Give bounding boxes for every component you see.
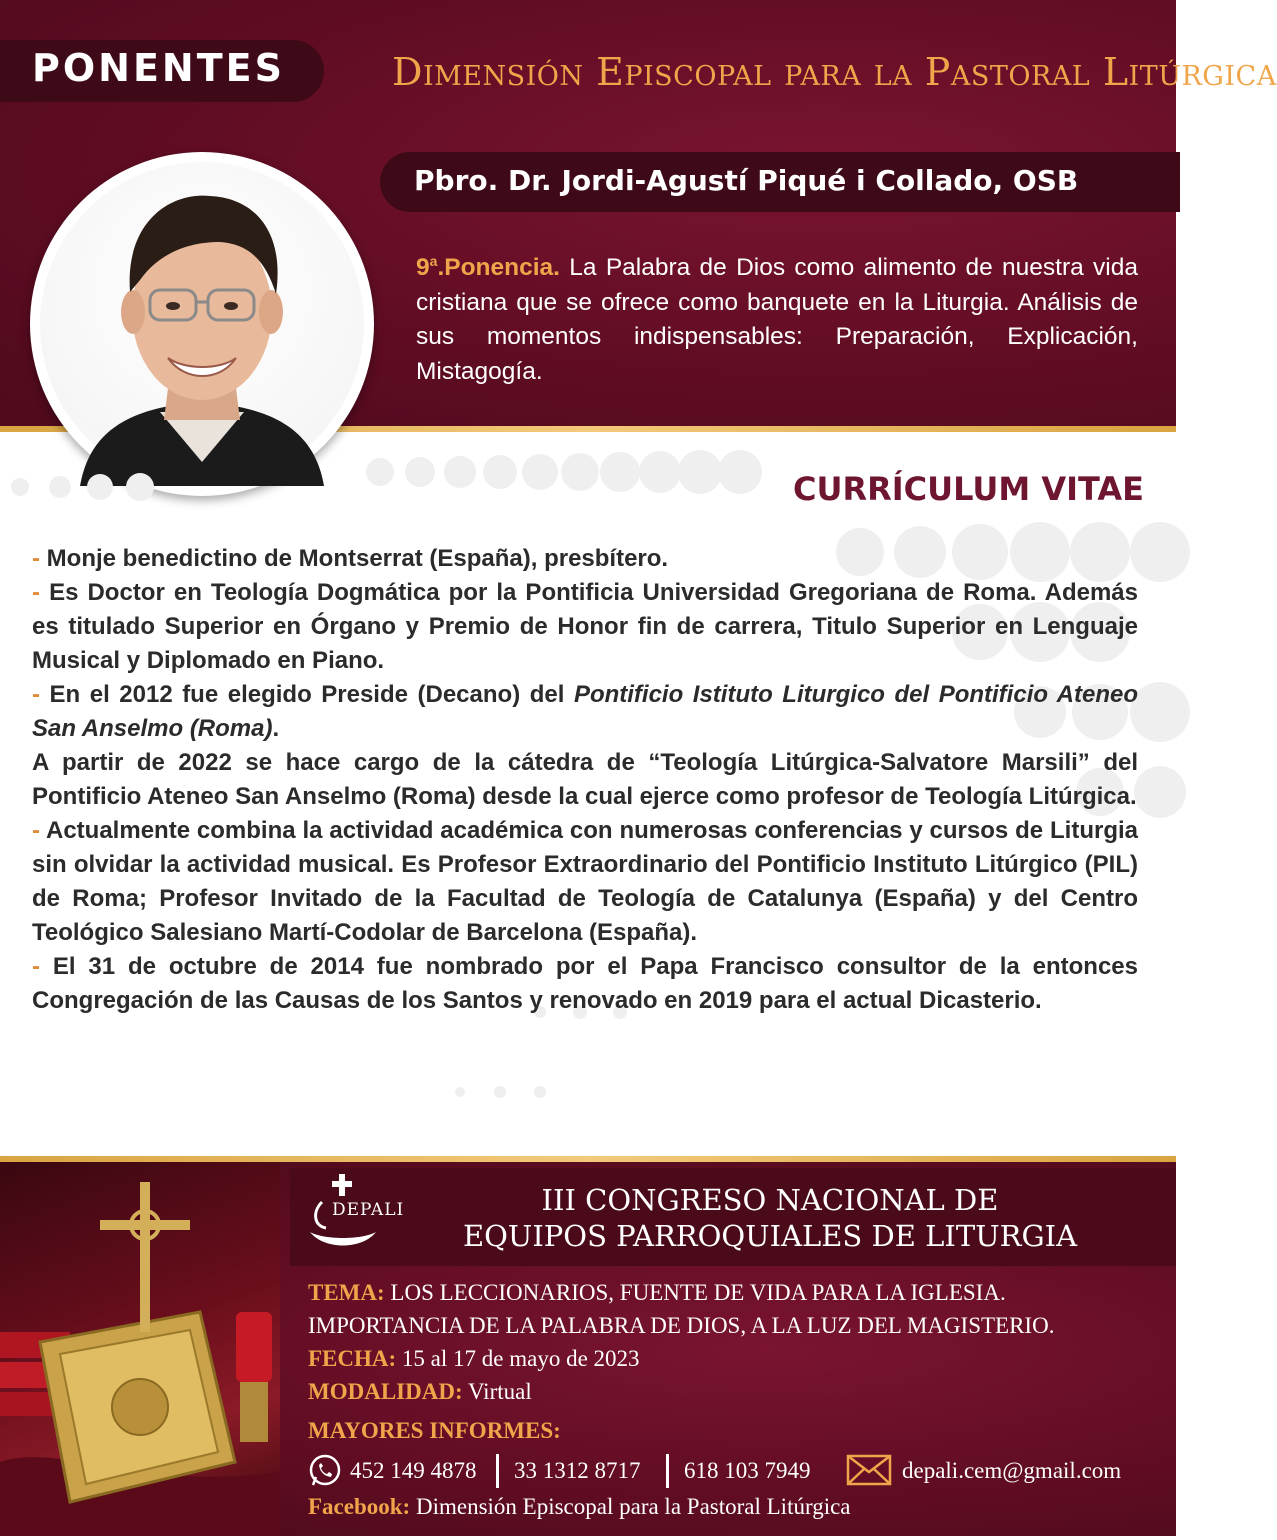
email-link[interactable]: depali.cem@gmail.com — [902, 1458, 1122, 1483]
tema-line-1: TEMA: LOS LECCIONARIOS, FUENTE DE VIDA PARA LA IGLESIA. — [308, 1280, 1006, 1305]
talk-title: La Palabra de Dios como alimento de nuestra vida cristiana que se ofrece como banquete en la Liturgia. Análisis de sus momentos indispensables: Preparación, Explicación, Mistagogía. — [416, 254, 1138, 385]
cv-item: - Actualmente combina la actividad académica con numerosas conferencias y cursos de Liturgia sin olvidar la actividad musical. Es Profesor Extraordinario del Pontificio Instituto Litúrgico (PIL) de Roma; Profesor Invitado de la Facultad de Teología de Catalunya (España) y del Centro Teológico Salesiano Martí-Codolar de Barcelona (España). — [32, 817, 1139, 946]
separator — [496, 1454, 499, 1488]
phone-3[interactable]: 618 103 7949 — [684, 1458, 811, 1483]
tema-line-2: IMPORTANCIA DE LA PALABRA DE DIOS, A LA LUZ DEL MAGISTERIO. — [308, 1313, 1055, 1338]
contact-row — [308, 1452, 1168, 1492]
phone-2[interactable]: 33 1312 8717 — [514, 1458, 641, 1483]
cv-item: - En el 2012 fue elegido Preside (Decano) del Pontificio Istituto Liturgico del Pontificio Ateneo San Anselmo (Roma). — [32, 681, 1138, 742]
speaker-name: Pbro. Dr. Jordi-Agustí Piqué i Collado, OSB — [414, 164, 1079, 197]
cv-item: - Es Doctor en Teología Dogmática por la Pontificia Universidad Gregoriana de Roma. Además es titulado Superior en Órgano y Premio de Honor fin de carrera, Titulo Superior en Lenguaje Musical y Diplomado en Piano. — [32, 579, 1138, 674]
cv-content — [32, 542, 1138, 1018]
facebook-link[interactable]: Dimensión Episcopal para la Pastoral Litúrgica — [415, 1494, 851, 1519]
cv-item: A partir de 2022 se hace cargo de la cátedra de “Teología Litúrgica-Salvatore Marsili” del Pontificio Ateneo San Anselmo (Roma) desde la cual ejerce como profesor de Teología Litúrgica. — [32, 749, 1138, 810]
depali-logo-text: DEPALI — [332, 1200, 405, 1220]
section-label: PONENTES — [32, 46, 285, 90]
fecha-line: FECHA: 15 al 17 de mayo de 2023 — [308, 1346, 640, 1371]
cv-title: CURRÍCULUM VITAE — [793, 470, 1144, 508]
mail-icon — [846, 1454, 892, 1486]
informes-label: MAYORES INFORMES: — [308, 1418, 561, 1443]
organization-title: Dimensión Episcopal para la Pastoral Litúrgica — [392, 50, 1277, 94]
modalidad-line: MODALIDAD: Virtual — [308, 1379, 532, 1404]
talk-description — [416, 244, 1138, 389]
congress-title: III CONGRESO NACIONAL DE EQUIPOS PARROQUIALES DE LITURGIA — [462, 1183, 1078, 1253]
cross-icon — [332, 1174, 352, 1196]
cv-item: - Monje benedictino de Montserrat (España), presbítero. — [32, 545, 669, 572]
separator — [666, 1454, 669, 1488]
phone-1[interactable]: 452 149 4878 — [350, 1458, 477, 1483]
whatsapp-icon — [308, 1454, 342, 1488]
facebook-line: Facebook: Dimensión Episcopal para la Pastoral Litúrgica — [308, 1494, 851, 1519]
cv-item: - El 31 de octubre de 2014 fue nombrado por el Papa Francisco consultor de la entonces Congregación de las Causas de los Santos y renovado en 2019 para el actual Dicasterio. — [32, 953, 1138, 1014]
gospel-book-photo — [0, 1162, 280, 1536]
talk-label: 9$^a$.Ponencia. — [416, 253, 560, 282]
